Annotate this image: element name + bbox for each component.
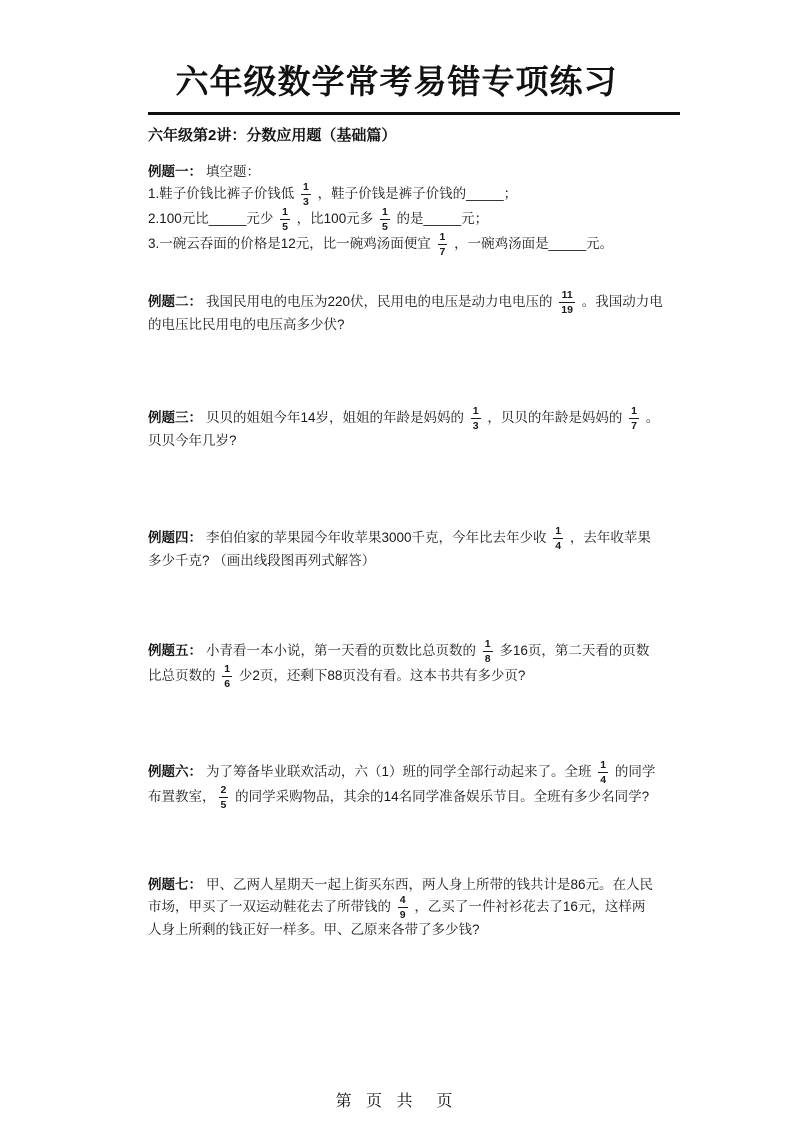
problem-label: 例题三：	[148, 410, 202, 426]
problem-text	[148, 526, 688, 571]
fraction: $\frac{1}{7}$	[631, 405, 637, 432]
title-underline	[148, 112, 680, 115]
problem-body: 贝贝的姐姐今年14岁，姐姐的年龄是妈妈的 $\frac{1}{3}$ ，贝贝的年龄是妈妈的 $\frac{1}{7}$ 。 贝贝今年几岁?	[148, 405, 660, 448]
problem-7	[148, 875, 688, 940]
problem-1	[148, 162, 688, 257]
fraction: $\frac{1}{4}$	[600, 759, 607, 786]
problem-text	[148, 639, 688, 689]
problem-body: 填空题： 1.鞋子价钱比裤子价钱低 $\frac{1}{3}$ ，鞋子价钱是裤子价钱的_____； 2.100元比_____元少 $\frac{1}{5}$ ，比100元多 $\frac{1}{5}$ 的是_____元； 3.一碗云吞面的价格是12元，比一碗鸡汤面便宜 $\frac{1}{7}$ ，一碗鸡汤面是_____元。	[148, 164, 614, 258]
problem-text	[148, 406, 688, 451]
problem-label: 例题一：	[148, 164, 202, 179]
section-heading: 六年级第2讲：分数应用题（基础篇）	[148, 127, 397, 144]
fraction: $\frac{1}{7}$	[439, 231, 446, 258]
problem-label: 例题二：	[148, 294, 202, 310]
problem-body: 甲、乙两人星期天一起上街买东西，两人身上所带的钱共计是86元。在人民 市场，甲买了一双运动鞋花去了所带钱的 $\frac{4}{9}$ ，乙买了一件衬衫花去了16元，这样两 人身上所剩的钱正好一样多。甲、乙原来各带了多少钱?	[148, 877, 654, 937]
fraction: $\frac{1}{5}$	[381, 206, 388, 233]
problem-text	[148, 290, 688, 335]
problem-5	[148, 639, 688, 689]
fraction: $\frac{1}{5}$	[282, 206, 288, 233]
fraction: $\frac{1}{4}$	[555, 525, 562, 552]
fraction: $\frac{4}{9}$	[399, 894, 406, 921]
problem-3	[148, 406, 688, 451]
page-footer: 第 页 共 页	[335, 1093, 458, 1110]
problem-label: 例题五：	[148, 643, 202, 659]
problem-body: 我国民用电的电压为220伏，民用电的电压是动力电电压的 $\frac{11}{19}$ 。我国动力电 的电压比民用电的电压高多少伏?	[148, 289, 663, 332]
problem-text	[148, 162, 688, 257]
problem-4	[148, 526, 688, 571]
fraction: $\frac{2}{5}$	[220, 784, 227, 811]
problem-text	[148, 760, 688, 810]
problem-2	[148, 290, 688, 335]
fraction: $\frac{11}{19}$	[561, 289, 573, 316]
problem-body: 李伯伯家的苹果园今年收苹果3000千克，今年比去年少收 $\frac{1}{4}$ ，去年收苹果 多少千克? （画出线段图再列式解答）	[148, 525, 651, 568]
problem-label: 例题七：	[148, 877, 202, 892]
problem-text	[148, 875, 688, 940]
fraction: $\frac{1}{6}$	[224, 663, 231, 690]
page-title: 六年级数学常考易错专项练习	[175, 63, 618, 100]
problem-label: 例题六：	[148, 764, 202, 780]
problem-label: 例题四：	[148, 530, 202, 546]
fraction: $\frac{1}{3}$	[303, 181, 309, 208]
problem-body: 小青看一本小说，第一天看的页数比总页数的 $\frac{1}{8}$ 多16页，第二天看的页数 比总页数的 $\frac{1}{6}$ 少2页，还剩下88页没有看。这本书共有多少页?	[148, 638, 650, 690]
fraction: $\frac{1}{8}$	[484, 638, 491, 665]
fraction: $\frac{1}{3}$	[472, 405, 479, 432]
problem-body: 为了筹备毕业联欢活动，六（1）班的同学全部行动起来了。全班 $\frac{1}{4}$ 的同学 布置教室， $\frac{2}{5}$ 的同学采购物品，其余的14名同学准备娱乐节目。全班有多少名同学?	[148, 759, 656, 811]
problem-6	[148, 760, 688, 810]
